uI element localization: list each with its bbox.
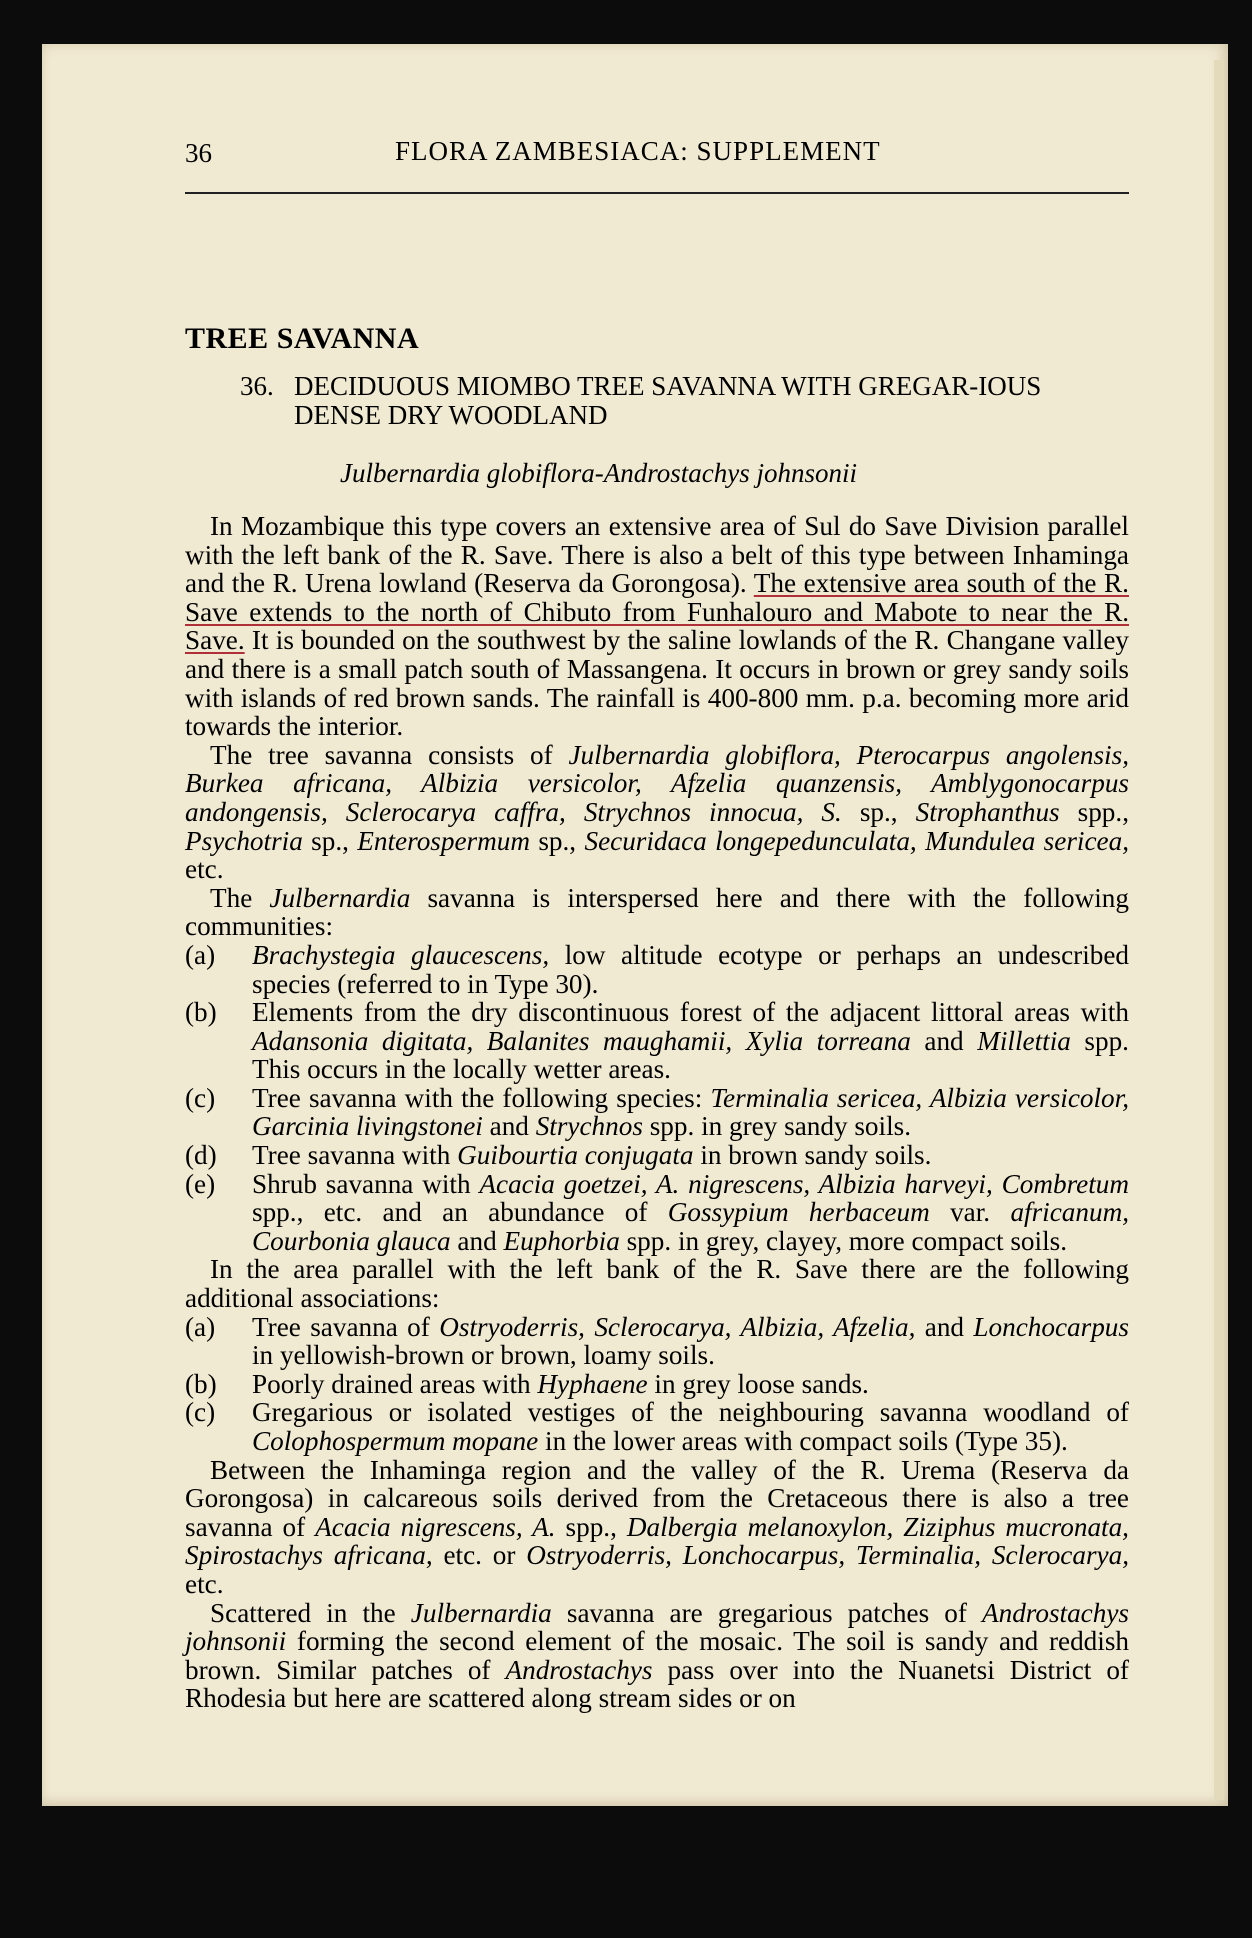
list-marker: (c) (185, 1397, 216, 1428)
list-item-text (252, 1398, 1129, 1455)
species-name: Ostryoderris, Sclerocarya, Albizia, Afzelia, (439, 1311, 916, 1342)
paragraph-2 (185, 741, 1129, 884)
paragraph-4: In the area parallel with the left bank of the R. Save there are the following additional associations: (185, 1254, 1129, 1314)
text-run: in grey loose sands. (647, 1368, 869, 1399)
species-name: Guibourtia conjugata (457, 1140, 694, 1171)
paragraph-1 (185, 512, 1129, 741)
text-run: etc. or (432, 1540, 527, 1571)
text-run: forming the second element of the mosaic. The soil is sandy and reddish brown. Similar patches of (185, 1626, 1129, 1685)
species-name: Millettia (977, 1025, 1071, 1056)
species-list: Securidaca longepedunculata, Mundulea sericea, (584, 825, 1129, 856)
species-list: Julbernardia globiflora, Pterocarpus angolensis, Burkea africana, Albizia versicolor, Afzelia quanzensis, Amblygonocarpus andongensis, Sclerocarya caffra, Strychnos innocua, S. (185, 739, 1129, 827)
list-item (185, 1370, 1129, 1399)
list-item-text (252, 1084, 1129, 1141)
text-run: Tree savanna with (252, 1140, 458, 1171)
page-edge (1214, 60, 1224, 1800)
species-name: Gossypium herbaceum (667, 1197, 930, 1228)
underlined-passage: The extensive area south of the R. Save extends to the north of Chibuto from Funhalouro and Mabote to near the R. Save. (185, 568, 1129, 656)
species-name: africanum, Courbonia glauca (252, 1197, 1130, 1256)
species-name: Strophanthus (915, 796, 1060, 827)
list-marker: (b) (185, 997, 217, 1028)
text-run: Gregarious or isolated vestiges of the neighbouring savanna woodland of (252, 1397, 1129, 1428)
text-run: etc. (185, 1568, 224, 1599)
list-marker: (c) (185, 1082, 216, 1113)
list-item (185, 1084, 1129, 1141)
text-run: in brown sandy soils. (693, 1140, 932, 1171)
text-run: The tree savanna consists of (210, 739, 569, 770)
text-run: and (915, 1311, 974, 1342)
paragraph-6 (185, 1599, 1129, 1713)
text-run: savanna is interspersed here and there with the following communities: (185, 882, 1129, 942)
running-title: FLORA ZAMBESIACA: SUPPLEMENT (395, 136, 881, 166)
species-name: Lonchocarpus (973, 1311, 1129, 1342)
body-text (185, 512, 1129, 1713)
text-run: and (482, 1111, 536, 1142)
header-rule (185, 192, 1129, 194)
text-run: spp. in grey, clayey, more compact soils. (619, 1225, 1068, 1256)
text-run: and (910, 1025, 978, 1056)
species-name: Strychnos (535, 1111, 643, 1142)
list-marker: (e) (185, 1168, 216, 1199)
list-marker: (b) (185, 1368, 217, 1399)
page-number: 36 (185, 138, 212, 168)
text-run: Poorly drained areas with (252, 1368, 538, 1399)
type-number: 36. (240, 371, 274, 401)
text-run: sp., (529, 825, 585, 856)
list-item (185, 941, 1129, 998)
text-run: var. (929, 1197, 1011, 1228)
paragraph-5 (185, 1456, 1129, 1599)
text-run: sp., (302, 825, 358, 856)
list-item (185, 1170, 1129, 1256)
list-marker: (d) (185, 1140, 217, 1171)
list-item-text (252, 1141, 1129, 1170)
species-name: Acacia nigrescens, A. (315, 1511, 556, 1542)
text-run: Elements from the dry discontinuous forest of the adjacent littoral areas with (252, 997, 1129, 1028)
text-run: pass over into the Nuanetsi District of Rhodesia but here are scattered along stream sides or on (185, 1654, 1129, 1714)
species-name: Androstachys johnsonii (185, 1597, 1129, 1657)
text-run: low altitude ecotype or perhaps an undescribed species (referred to in Type 30). (252, 939, 1129, 999)
list-item-text (252, 1370, 1129, 1399)
species-name: Colophospermum mopane (252, 1426, 539, 1456)
type-subtitle: Julbernardia globiflora-Androstachys johnsonii (340, 458, 857, 488)
running-header (185, 106, 1125, 168)
species-name: Psychotria (185, 825, 303, 856)
species-name: Terminalia sericea, Albizia versicolor, Garcinia livingstonei (252, 1082, 1129, 1142)
species-name: Adansonia digitata, Balanites maughamii, Xylia torreana (252, 1025, 911, 1056)
text-run: in the lower areas with compact soils (Type 35). (538, 1426, 1068, 1456)
text-run: in yellowish-brown or brown, loamy soils. (252, 1340, 715, 1371)
text-run: Tree savanna with the following species: (252, 1082, 711, 1113)
list-item-text (252, 1313, 1129, 1370)
section-title: TREE SAVANNA (185, 322, 420, 355)
text-run: spp., etc. and an abundance of (252, 1197, 668, 1228)
text-run: Shrub savanna with (252, 1168, 480, 1199)
species-list: Dalbergia melanoxylon, Ziziphus mucronata, Spirostachys africana, (185, 1511, 1129, 1571)
text-run: Tree savanna of (252, 1311, 440, 1342)
list-item (185, 1141, 1129, 1170)
list-marker: (a) (185, 1311, 216, 1342)
text-run: Scattered in the (210, 1597, 411, 1628)
genus-name: Androstachys (505, 1654, 653, 1685)
text-run: etc. (185, 854, 224, 885)
text-run: sp., (841, 796, 916, 827)
species-name: Euphorbia (503, 1225, 620, 1256)
species-name: Hyphaene (537, 1368, 648, 1399)
list-item-text (252, 1170, 1129, 1256)
text-run: In Mozambique this type covers an extensive area of Sul do Save Division parallel with the left bank of the R. Save. There is also a belt of this type between Inhaminga and the R. Urena lowland (Reserva da Gorongosa). (185, 511, 1129, 599)
genus-name: Julbernardia (410, 1597, 552, 1628)
text-run: spp. in grey sandy soils. (642, 1111, 912, 1142)
paragraph-3 (185, 884, 1129, 941)
text-run: and (450, 1225, 504, 1256)
list-item (185, 1313, 1129, 1370)
species-name: Brachystegia glaucescens, (252, 939, 550, 970)
text-run: spp. This occurs in the locally wetter areas. (252, 1025, 1129, 1085)
type-title: DECIDUOUS MIOMBO TREE SAVANNA WITH GREGAR-IOUS DENSE DRY WOODLAND (294, 371, 1042, 430)
text-run: Between the Inhaminga region and the valley of the R. Urema (Reserva da Gorongosa) in calcareous soils derived from the Cretaceous there is also a tree savanna of (185, 1454, 1129, 1542)
text-run: The (210, 882, 270, 913)
text-run: It is bounded on the southwest by the saline lowlands of the R. Changane valley and there is a small patch south of Massangena. It occurs in brown or grey sandy soils with islands of red brown sands. The rainfall is 400-800 mm. p.a. becoming more arid towards the interior. (185, 625, 1129, 742)
text-run: savanna are gregarious patches of (551, 1597, 982, 1628)
species-list: Ostryoderris, Lonchocarpus, Terminalia, Sclerocarya, (526, 1540, 1130, 1571)
list-item-text (252, 941, 1129, 998)
list-item-text (252, 998, 1129, 1084)
species-name: Enterospermum (357, 825, 530, 856)
genus-name: Julbernardia (269, 882, 411, 913)
list-item (185, 1398, 1129, 1455)
text-run: spp., (555, 1511, 627, 1542)
text-run: spp., (1059, 796, 1129, 827)
list-marker: (a) (185, 939, 216, 970)
species-name: Acacia goetzei, A. nigrescens, Albizia harveyi, Combretum (479, 1168, 1129, 1199)
list-item (185, 998, 1129, 1084)
